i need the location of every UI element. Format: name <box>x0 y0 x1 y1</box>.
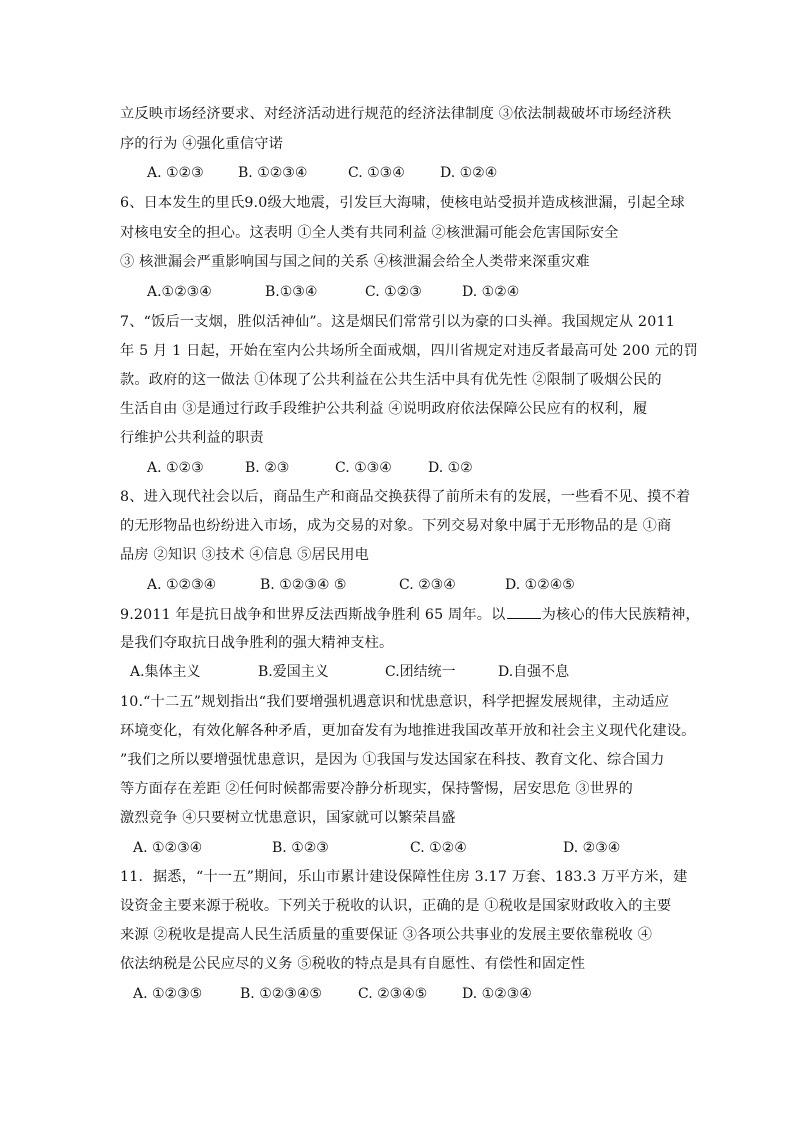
q11-text-line-2: 设资金主要来源于税收。下列关于税收的认识，正确的是 ①税收是国家财政收入的主要 <box>120 898 672 914</box>
q5-option-a: A. ①②③ <box>147 165 204 181</box>
q7-option-a: A. ①②③ <box>147 460 204 476</box>
q11-option-d: D. ①②③④ <box>462 986 532 1002</box>
q10-text-line-3: ”我们之所以要增强忧患意识，是因为 ①我国与发达国家在科技、教育文化、综合国力 <box>120 752 665 768</box>
q7-text-line-4: 生活自由 ③是通过行政手段维护公共利益 ④说明政府依法保障公民应有的权利，履 <box>120 401 648 417</box>
q10-option-a: A. ①②③④ <box>133 840 203 856</box>
q10-text-line-1: 10.“十二五”规划指出“我们要增强机遇意识和忧患意识，科学把握发展规律，主动适应 <box>120 694 670 710</box>
q6-option-b: B.①③④ <box>265 284 318 300</box>
q10-option-c: C. ①②④ <box>410 840 467 856</box>
q11-text-line-3: 来源 ②税收是提高人民生活质量的重要保证 ③各项公共事业的发展主要依靠税收 ④ <box>120 927 653 943</box>
q6-option-d: D. ①②④ <box>462 284 520 300</box>
q7-text-line-5: 行维护公共利益的职责 <box>120 430 264 446</box>
q7-text-line-3: 款。政府的这一做法 ①体现了公共利益在公共生活中具有优先性 ②限制了吸烟公民的 <box>120 372 662 388</box>
q10-text-line-2: 环境变化，有效化解各种矛盾，更加奋发有为地推进我国改革开放和社会主义现代化建设。 <box>120 723 696 739</box>
q9-text-part-2: 为核心的伟大民族精神， <box>541 607 700 623</box>
q11-text-line-1: 11．据悉，“十一五”期间，乐山市累计建设保障性住房 3.17 万套、183.3 万平方米，建 <box>120 869 688 885</box>
q9-option-d: D.自强不息 <box>498 664 570 680</box>
q7-text-line-1: 7、“饭后一支烟，胜似活神仙”。这是烟民们常常引以为豪的口头禅。我国规定从 2011 <box>120 314 675 330</box>
q9-option-c: C.团结统一 <box>385 664 456 680</box>
q9-text-line-2: 是我们夺取抗日战争胜利的强大精神支柱。 <box>120 635 394 651</box>
q11-option-a: A. ①②③⑤ <box>133 986 203 1002</box>
q8-text-line-3: 品房 ②知识 ③技术 ④信息 ⑤居民用电 <box>120 547 370 563</box>
q6-option-c: C. ①②③ <box>365 284 422 300</box>
q8-option-a: A. ①②③④ <box>147 577 217 593</box>
q10-text-line-4: 等方面存在差距 ②任何时候都需要冷静分析现实，保持警惕，居安思危 ③世界的 <box>120 781 633 797</box>
q9-text-part-1: 9.2011 年是抗日战争和世界反法西斯战争胜利 65 周年。以 <box>120 607 506 623</box>
q9-option-b: B.爱国主义 <box>258 664 329 680</box>
q8-text-line-2: 的无形物品也纷纷进入市场，成为交易的对象。下列交易对象中属于无形物品的是 ①商 <box>120 518 672 534</box>
q5-option-c: C. ①③④ <box>348 165 405 181</box>
q9-option-a: A.集体主义 <box>130 664 201 680</box>
q7-text-line-2: 年 5 月 1 日起，开始在室内公共场所全面戒烟，四川省规定对违反者最高可处 200 元的罚 <box>120 343 698 359</box>
q10-option-d: D. ②③④ <box>563 840 621 856</box>
q9-blank <box>507 604 541 619</box>
q11-option-b: B. ①②③④⑤ <box>240 986 322 1002</box>
q7-option-b: B. ②③ <box>245 460 290 476</box>
q8-option-c: C. ②③④ <box>399 577 456 593</box>
q5-text-line-2: 序的行为 ④强化重信守诺 <box>120 136 283 152</box>
q6-text-line-3: ③ 核泄漏会严重影响国与国之间的关系 ④核泄漏会给全人类带来深重灾难 <box>120 254 590 270</box>
q11-text-line-4: 依法纳税是公民应尽的义务 ⑤税收的特点是具有自愿性、有偿性和固定性 <box>120 956 586 972</box>
q5-text-line-1: 立反映市场经济要求、对经济活动进行规范的经济法律制度 ③依法制裁破坏市场经济秩 <box>120 106 672 122</box>
q9-text-line-1 <box>120 604 700 625</box>
q5-option-d: D. ①②④ <box>440 165 498 181</box>
q6-option-a: A.①②③④ <box>147 284 212 300</box>
q8-option-b: B. ①②③④ ⑤ <box>260 577 347 593</box>
q7-option-c: C. ①③④ <box>335 460 392 476</box>
q6-text-line-1: 6、日本发生的里氏9.0级大地震，引发巨大海啸，使核电站受损并造成核泄漏，引起全球 <box>120 195 685 211</box>
q8-option-d: D. ①②④⑤ <box>505 577 575 593</box>
q8-text-line-1: 8、进入现代社会以后，商品生产和商品交换获得了前所未有的发展，一些看不见、摸不着 <box>120 489 691 505</box>
q10-text-line-5: 激烈竞争 ④只要树立忧患意识，国家就可以繁荣昌盛 <box>120 810 456 826</box>
q5-option-b: B. ①②③④ <box>238 165 308 181</box>
q10-option-b: B. ①②③ <box>272 840 329 856</box>
q7-option-d: D. ①② <box>428 460 473 476</box>
q6-text-line-2: 对核电安全的担心。这表明 ①全人类有共同利益 ②核泄漏可能会危害国际安全 <box>120 225 619 241</box>
q11-option-c: C. ②③④⑤ <box>358 986 428 1002</box>
